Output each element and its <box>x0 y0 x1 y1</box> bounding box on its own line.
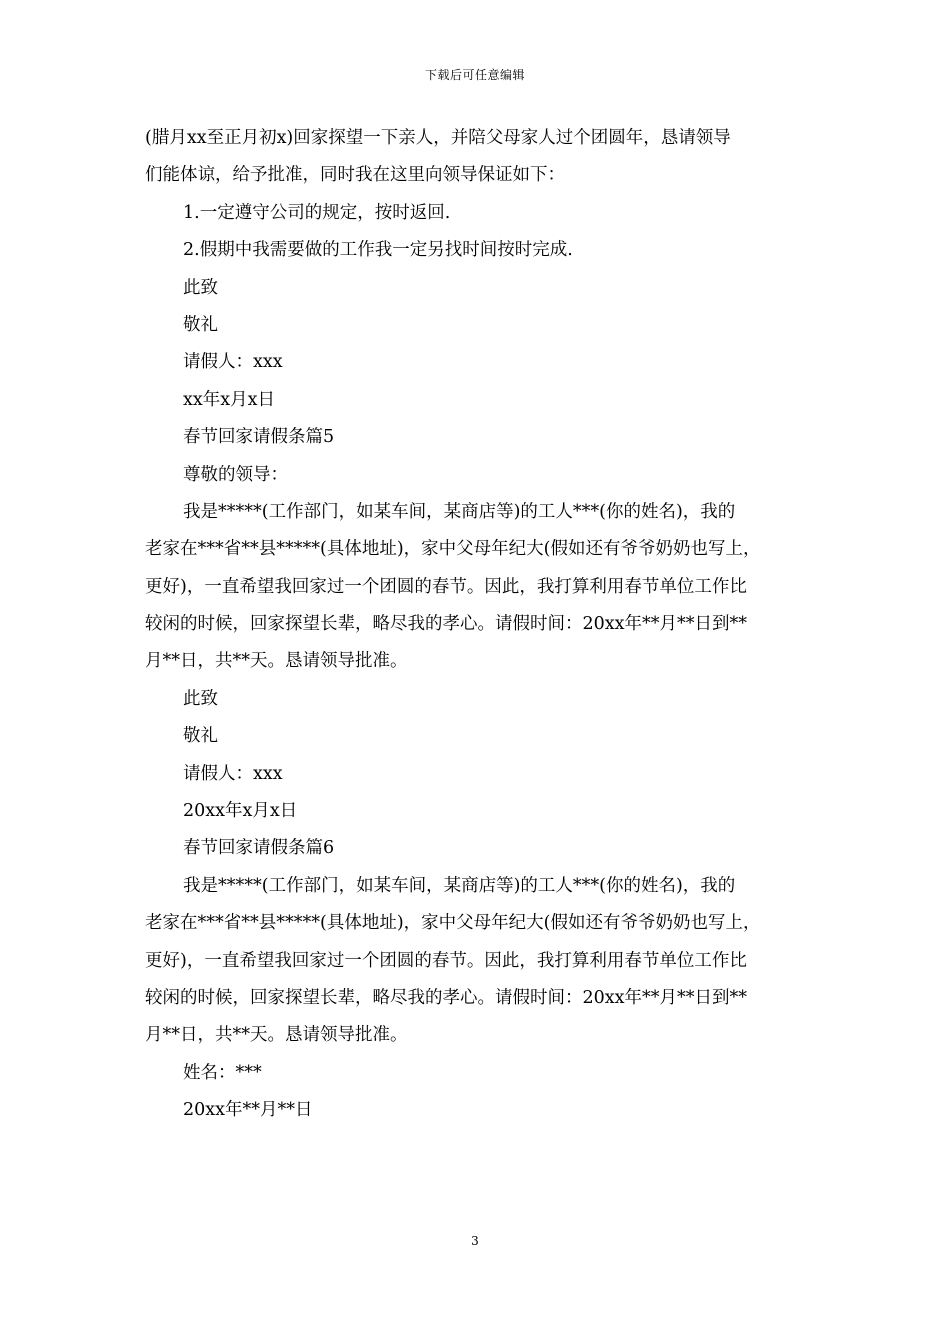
page-header-note: 下载后可任意编辑 <box>424 68 525 82</box>
signature-date: xx年x月x日 <box>183 389 275 410</box>
paragraph-line: 月**日，共**天。恳请领导批准。 <box>145 1025 408 1046</box>
applicant-signature: 请假人：xxx <box>183 763 283 784</box>
paragraph-line: 较闲的时候，回家探望长辈，略尽我的孝心。请假时间：20xx年**月**日到** <box>145 987 748 1008</box>
paragraph-line: 更好)，一直希望我回家过一个团圆的春节。因此，我打算利用春节单位工作比 <box>145 576 747 597</box>
paragraph-line: 更好)，一直希望我回家过一个团圆的春节。因此，我打算利用春节单位工作比 <box>145 950 747 971</box>
applicant-signature: 请假人：xxx <box>183 352 283 373</box>
closing-salutation: 此致 <box>183 277 218 298</box>
paragraph-line: 我是*****(工作部门，如某车间，某商店等)的工人***(你的姓名)，我的 <box>183 875 736 896</box>
paragraph-line: (腊月xx至正月初x)回家探望一下亲人，并陪父母家人过个团圆年，恳请领导 <box>145 128 731 148</box>
signature-date: 20xx年**月**日 <box>183 1100 313 1121</box>
closing-salutation: 此致 <box>183 688 218 709</box>
pledge-item-1: 1.一定遵守公司的规定，按时返回. <box>183 202 451 223</box>
name-signature: 姓名：*** <box>183 1062 262 1083</box>
paragraph-line: 老家在***省**县*****(具体地址)，家中父母年纪大(假如还有爷爷奶奶也写上， <box>145 539 761 560</box>
closing-regards: 敬礼 <box>183 726 218 747</box>
paragraph-line: 们能体谅，给予批准，同时我在这里向领导保证如下： <box>145 165 565 186</box>
signature-date: 20xx年x月x日 <box>183 801 298 822</box>
pledge-item-2: 2.假期中我需要做的工作我一定另找时间按时完成. <box>183 240 573 261</box>
greeting: 尊敬的领导： <box>183 464 288 485</box>
paragraph-line: 老家在***省**县*****(具体地址)，家中父母年纪大(假如还有爷爷奶奶也写上， <box>145 913 761 934</box>
section-title-6: 春节回家请假条篇6 <box>183 838 335 859</box>
paragraph-line: 较闲的时候，回家探望长辈，略尽我的孝心。请假时间：20xx年**月**日到** <box>145 614 748 635</box>
page-number: 3 <box>471 1234 479 1248</box>
paragraph-line: 我是*****(工作部门，如某车间，某商店等)的工人***(你的姓名)，我的 <box>183 501 736 522</box>
closing-regards: 敬礼 <box>183 314 218 335</box>
paragraph-line: 月**日，共**天。恳请领导批准。 <box>145 651 408 672</box>
document-body <box>145 120 809 1130</box>
section-title-5: 春节回家请假条篇5 <box>183 427 335 448</box>
